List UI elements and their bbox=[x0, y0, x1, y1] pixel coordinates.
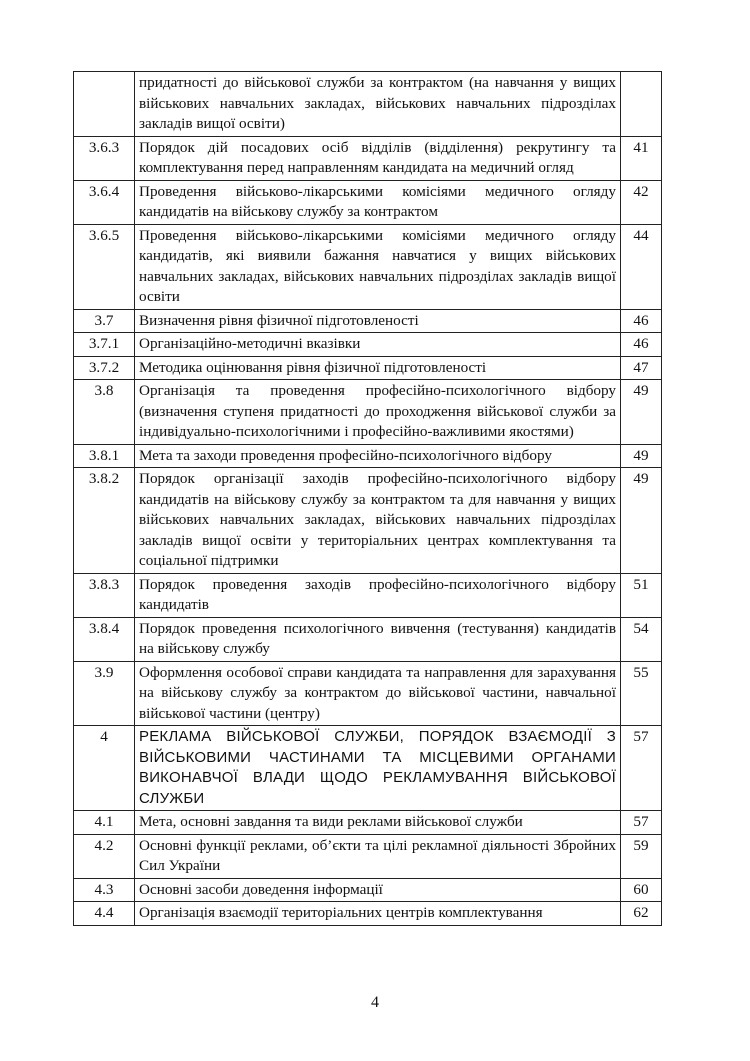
section-title: Організація взаємодії територіальних центрів комплектування bbox=[135, 902, 621, 926]
section-title: Порядок організації заходів професійно-психологічного відбору кандидатів на військову службу за контрактом та для навчання у вищих військових навчальних закладах, військових навчальних підрозділах закладів вищої освіти у територіальних центрах комплектування та соціальної підтримки bbox=[135, 468, 621, 574]
section-number: 3.9 bbox=[74, 661, 135, 726]
section-page: 62 bbox=[621, 902, 662, 926]
section-number: 4.2 bbox=[74, 834, 135, 878]
section-title: Мета, основні завдання та види реклами військової служби bbox=[135, 811, 621, 835]
toc-row bbox=[74, 356, 662, 380]
section-number bbox=[74, 72, 135, 137]
section-page: 46 bbox=[621, 333, 662, 357]
section-page: 54 bbox=[621, 617, 662, 661]
toc-row bbox=[74, 333, 662, 357]
section-page: 49 bbox=[621, 468, 662, 574]
section-number: 4.4 bbox=[74, 902, 135, 926]
section-title: Визначення рівня фізичної підготовленості bbox=[135, 309, 621, 333]
section-number: 4 bbox=[74, 726, 135, 811]
section-number: 3.6.3 bbox=[74, 136, 135, 180]
toc-row bbox=[74, 726, 662, 811]
section-title: Проведення військово-лікарськими комісіями медичного огляду кандидатів, які виявили бажання навчатися у вищих військових навчальних закладах, військових навчальних підрозділах закладів вищої освіти bbox=[135, 224, 621, 309]
section-page: 49 bbox=[621, 380, 662, 445]
section-page bbox=[621, 72, 662, 137]
section-title: Організація та проведення професійно-психологічного відбору (визначення ступеня придатності до проходження військової служби за індивідуально-психологічними і професійно-важливими якостями) bbox=[135, 380, 621, 445]
section-page: 42 bbox=[621, 180, 662, 224]
section-number: 3.8.3 bbox=[74, 573, 135, 617]
toc-row bbox=[74, 834, 662, 878]
section-title: придатності до військової служби за контрактом (на навчання у вищих військових навчальних закладах, військових навчальних підрозділах закладів вищої освіти) bbox=[135, 72, 621, 137]
section-page: 51 bbox=[621, 573, 662, 617]
page-number: 4 bbox=[371, 994, 379, 1011]
section-page: 59 bbox=[621, 834, 662, 878]
section-title: Порядок дій посадових осіб відділів (відділення) рекрутингу та комплектування перед направленням кандидата на медичний огляд bbox=[135, 136, 621, 180]
section-title: РЕКЛАМА ВІЙСЬКОВОЇ СЛУЖБИ, ПОРЯДОК ВЗАЄМОДІЇ З ВІЙСЬКОВИМИ ЧАСТИНАМИ ТА МІСЦЕВИМИ ОРГАНАМИ ВИКОНАВЧОЇ ВЛАДИ ЩОДО РЕКЛАМУВАННЯ ВІЙСЬКОВОЇ СЛУЖБИ bbox=[135, 726, 621, 811]
section-page: 49 bbox=[621, 444, 662, 468]
toc-row bbox=[74, 180, 662, 224]
section-page: 41 bbox=[621, 136, 662, 180]
section-page: 57 bbox=[621, 811, 662, 835]
table-of-contents bbox=[73, 71, 662, 926]
toc-row bbox=[74, 380, 662, 445]
section-number: 3.8.4 bbox=[74, 617, 135, 661]
section-number: 3.6.5 bbox=[74, 224, 135, 309]
toc-row bbox=[74, 136, 662, 180]
section-title: Методика оцінювання рівня фізичної підготовленості bbox=[135, 356, 621, 380]
section-title: Порядок проведення заходів професійно-психологічного відбору кандидатів bbox=[135, 573, 621, 617]
section-title: Мета та заходи проведення професійно-психологічного відбору bbox=[135, 444, 621, 468]
section-number: 3.8.2 bbox=[74, 468, 135, 574]
section-page: 46 bbox=[621, 309, 662, 333]
section-number: 3.7 bbox=[74, 309, 135, 333]
section-page: 55 bbox=[621, 661, 662, 726]
toc-body bbox=[74, 72, 662, 926]
section-number: 3.8.1 bbox=[74, 444, 135, 468]
toc-row bbox=[74, 468, 662, 574]
section-number: 4.3 bbox=[74, 878, 135, 902]
toc-row bbox=[74, 617, 662, 661]
section-page: 57 bbox=[621, 726, 662, 811]
toc-row bbox=[74, 309, 662, 333]
section-page: 44 bbox=[621, 224, 662, 309]
section-title: Основні засоби доведення інформації bbox=[135, 878, 621, 902]
section-title: Порядок проведення психологічного вивчення (тестування) кандидатів на військову службу bbox=[135, 617, 621, 661]
toc-row bbox=[74, 902, 662, 926]
section-number: 3.7.1 bbox=[74, 333, 135, 357]
toc-row bbox=[74, 444, 662, 468]
section-title: Основні функції реклами, об’єкти та цілі рекламної діяльності Збройних Сил України bbox=[135, 834, 621, 878]
toc-row bbox=[74, 72, 662, 137]
section-number: 3.7.2 bbox=[74, 356, 135, 380]
section-title: Оформлення особової справи кандидата та направлення для зарахування на військову службу за контрактом до військової частини, навчальної військової частини (центру) bbox=[135, 661, 621, 726]
section-page: 60 bbox=[621, 878, 662, 902]
toc-row bbox=[74, 878, 662, 902]
section-number: 3.6.4 bbox=[74, 180, 135, 224]
section-page: 47 bbox=[621, 356, 662, 380]
section-number: 4.1 bbox=[74, 811, 135, 835]
section-title: Організаційно-методичні вказівки bbox=[135, 333, 621, 357]
toc-row bbox=[74, 573, 662, 617]
toc-row bbox=[74, 224, 662, 309]
section-title: Проведення військово-лікарськими комісіями медичного огляду кандидатів на військову службу за контрактом bbox=[135, 180, 621, 224]
toc-row bbox=[74, 661, 662, 726]
section-number: 3.8 bbox=[74, 380, 135, 445]
toc-row bbox=[74, 811, 662, 835]
